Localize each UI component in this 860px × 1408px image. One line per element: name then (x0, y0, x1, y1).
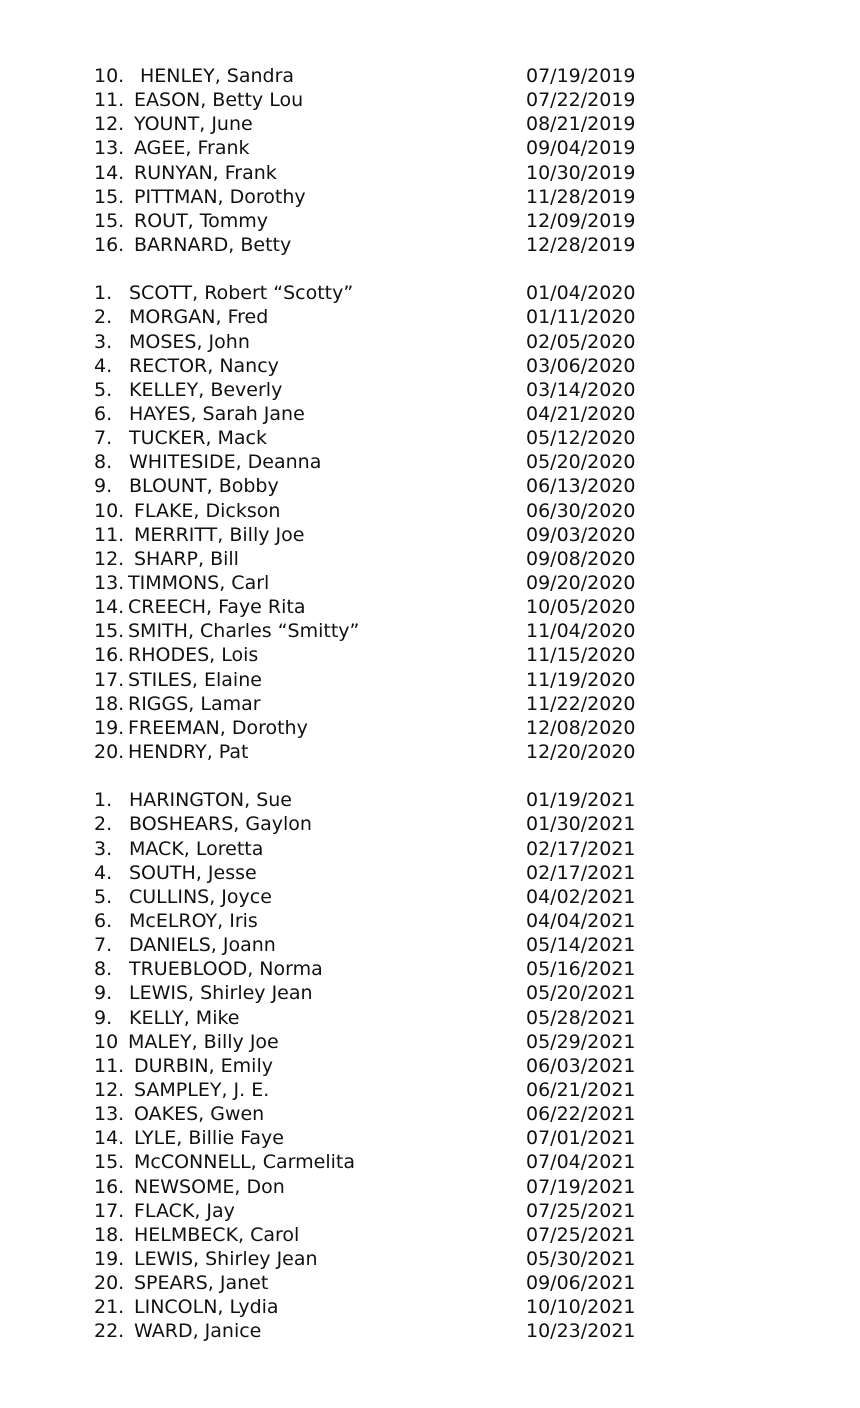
entry-number: 9. (94, 982, 113, 1005)
entry-number: 20. (94, 1272, 125, 1295)
entry-date: 04/04/2021 (526, 910, 636, 933)
entry-number: 14. (94, 1127, 125, 1150)
entry-number: 14. (94, 596, 125, 619)
entry-date: 05/16/2021 (526, 958, 636, 981)
list-item (94, 595, 694, 619)
list-item (94, 1271, 694, 1295)
list-item (94, 185, 694, 209)
entry-date: 07/04/2021 (526, 1151, 636, 1174)
list-item (94, 450, 694, 474)
list-item (94, 378, 694, 402)
list-item (94, 1247, 694, 1271)
entry-group (94, 788, 694, 1343)
entry-date: 01/19/2021 (526, 789, 636, 812)
entry-date: 06/22/2021 (526, 1103, 636, 1126)
entry-name: SHARP, Bill (134, 547, 239, 570)
list-item (94, 933, 694, 957)
entry-name: HENDRY, Pat (128, 740, 249, 763)
list-item (94, 861, 694, 885)
list-item (94, 837, 694, 861)
entry-name: KELLEY, Beverly (129, 378, 283, 401)
entry-name: LINCOLN, Lydia (134, 1296, 279, 1319)
entry-name: KELLY, Mike (129, 1006, 240, 1029)
entry-date: 05/29/2021 (526, 1030, 636, 1053)
entry-number: 1. (94, 789, 113, 812)
entry-date: 01/11/2020 (526, 306, 636, 329)
list-item (94, 547, 694, 571)
entry-date: 06/13/2020 (526, 475, 636, 498)
entry-date: 06/21/2021 (526, 1079, 636, 1101)
entry-number: 2. (94, 306, 113, 329)
entry-name: TUCKER, Mack (129, 427, 268, 450)
entry-date: 06/30/2020 (526, 499, 636, 522)
entry-date: 07/19/2019 (526, 65, 636, 87)
entry-number: 3. (94, 330, 113, 353)
entry-name: CULLINS, Joyce (129, 885, 272, 908)
entry-name: SMITH, Charles “Smitty” (128, 620, 360, 643)
list-item (94, 643, 694, 667)
entry-number: 11. (94, 523, 125, 546)
entry-number: 6. (94, 403, 113, 426)
list-item (94, 1150, 694, 1174)
entry-date: 01/04/2020 (526, 282, 636, 305)
entry-number: 10. (94, 499, 125, 522)
list-item (94, 788, 694, 812)
entry-date: 05/28/2021 (526, 1006, 636, 1029)
entry-number: 11. (94, 89, 125, 112)
entry-name: OAKES, Gwen (134, 1103, 265, 1126)
entry-date: 05/30/2021 (526, 1247, 636, 1270)
entry-date: 04/02/2021 (526, 885, 636, 908)
list-item (94, 233, 694, 257)
entry-number: 10 (94, 1030, 119, 1053)
entry-date: 11/19/2020 (526, 668, 636, 691)
list-item (94, 499, 694, 523)
entry-name: RUNYAN, Frank (134, 161, 277, 184)
entry-date: 11/04/2020 (526, 620, 636, 643)
entry-name: EASON, Betty Lou (134, 89, 304, 112)
entry-name: WHITESIDE, Deanna (129, 451, 322, 474)
list-item (94, 571, 694, 595)
entry-number: 14. (94, 161, 125, 184)
entry-name: RECTOR, Nancy (129, 354, 279, 377)
list-item (94, 1175, 694, 1199)
entry-name: STILES, Elaine (128, 668, 262, 691)
entry-number: 9. (94, 1006, 113, 1029)
entry-name: MERRITT, Billy Joe (134, 523, 305, 546)
entry-number: 18. (94, 1223, 125, 1246)
entry-date: 05/12/2020 (526, 427, 636, 450)
entry-date: 11/28/2019 (526, 185, 636, 208)
list-item (94, 112, 694, 136)
entry-date: 07/19/2021 (526, 1175, 636, 1198)
entry-date: 12/20/2020 (526, 740, 636, 763)
entry-number: 20. (94, 740, 125, 763)
list-item (94, 619, 694, 643)
entry-name: HELMBECK, Carol (134, 1223, 300, 1246)
entry-number: 3. (94, 837, 113, 860)
list-item (94, 1030, 694, 1054)
list-item (94, 716, 694, 740)
entry-number: 4. (94, 354, 113, 377)
entry-number: 11. (94, 1054, 125, 1077)
entry-name: HAYES, Sarah Jane (129, 403, 305, 426)
entry-number: 17. (94, 668, 125, 691)
entry-name: LEWIS, Shirley Jean (134, 1247, 318, 1270)
list-item (94, 740, 694, 764)
entry-date: 11/22/2020 (526, 692, 636, 715)
entry-number: 12. (94, 113, 125, 136)
entry-name: WARD, Janice (134, 1320, 262, 1343)
list-item (94, 909, 694, 933)
entry-name: BOSHEARS, Gaylon (129, 813, 312, 836)
entry-name: SAMPLEY, J. E. (134, 1079, 270, 1101)
entry-date: 02/17/2021 (526, 837, 636, 860)
name-date-list (94, 64, 694, 1344)
entry-number: 12. (94, 547, 125, 570)
entry-date: 05/20/2021 (526, 982, 636, 1005)
entry-name: FLAKE, Dickson (134, 499, 281, 522)
list-item (94, 354, 694, 378)
list-item (94, 523, 694, 547)
list-item (94, 426, 694, 450)
entry-number: 13. (94, 572, 125, 594)
entry-date: 10/23/2021 (526, 1320, 636, 1343)
entry-group (94, 64, 694, 257)
entry-date: 09/06/2021 (526, 1272, 636, 1295)
entry-number: 16. (94, 1175, 125, 1198)
list-item (94, 402, 694, 426)
entry-number: 9. (94, 475, 113, 498)
entry-name: TRUEBLOOD, Norma (129, 958, 323, 981)
entry-date: 05/14/2021 (526, 934, 636, 957)
entry-number: 7. (94, 934, 113, 957)
entry-name: FLACK, Jay (134, 1199, 235, 1222)
entry-number: 19. (94, 716, 125, 739)
entry-date: 01/30/2021 (526, 813, 636, 836)
list-item (94, 136, 694, 160)
entry-name: SCOTT, Robert “Scotty” (129, 282, 354, 305)
list-item (94, 1006, 694, 1030)
entry-number: 13. (94, 137, 125, 160)
entry-date: 12/28/2019 (526, 233, 636, 256)
entry-date: 03/06/2020 (526, 354, 636, 377)
entry-date: 04/21/2020 (526, 403, 636, 426)
entry-name: TIMMONS, Carl (128, 572, 270, 594)
entry-date: 02/05/2020 (526, 330, 636, 353)
entry-name: HARINGTON, Sue (129, 789, 292, 812)
entry-number: 15. (94, 620, 125, 643)
entry-date: 10/10/2021 (526, 1296, 636, 1319)
entry-date: 10/05/2020 (526, 596, 636, 619)
entry-date: 03/14/2020 (526, 378, 636, 401)
entry-name: DANIELS, Joann (129, 934, 276, 957)
entry-number: 15. (94, 185, 125, 208)
entry-name: LEWIS, Shirley Jean (129, 982, 313, 1005)
list-item (94, 305, 694, 329)
list-item (94, 1102, 694, 1126)
list-item (94, 474, 694, 498)
entry-number: 16. (94, 644, 125, 667)
entry-name: McELROY, Iris (129, 910, 258, 933)
entry-number: 10. (94, 65, 125, 87)
entry-name: SPEARS, Janet (134, 1272, 269, 1295)
entry-date: 02/17/2021 (526, 861, 636, 884)
list-item (94, 668, 694, 692)
entry-date: 11/15/2020 (526, 644, 636, 667)
entry-date: 05/20/2020 (526, 451, 636, 474)
entry-number: 18. (94, 692, 125, 715)
entry-name: RIGGS, Lamar (128, 692, 261, 715)
entry-number: 19. (94, 1247, 125, 1270)
entry-name: BLOUNT, Bobby (129, 475, 279, 498)
entry-date: 09/20/2020 (526, 572, 636, 594)
entry-date: 10/30/2019 (526, 161, 636, 184)
entry-date: 07/22/2019 (526, 89, 636, 112)
entry-number: 8. (94, 451, 113, 474)
entry-date: 08/21/2019 (526, 113, 636, 136)
list-item (94, 1199, 694, 1223)
entry-name: MORGAN, Fred (129, 306, 269, 329)
entry-number: 15. (94, 209, 125, 232)
list-item (94, 281, 694, 305)
entry-name: NEWSOME, Don (134, 1175, 285, 1198)
entry-name: DURBIN, Emily (134, 1054, 273, 1077)
entry-number: 5. (94, 885, 113, 908)
entry-date: 07/25/2021 (526, 1223, 636, 1246)
entry-name: YOUNT, June (134, 113, 253, 136)
entry-date: 09/04/2019 (526, 137, 636, 160)
entry-name: MACK, Loretta (129, 837, 264, 860)
entry-name: HENLEY, Sandra (140, 65, 295, 87)
entry-date: 12/09/2019 (526, 209, 636, 232)
entry-number: 13. (94, 1103, 125, 1126)
list-item (94, 981, 694, 1005)
entry-number: 8. (94, 958, 113, 981)
entry-number: 22. (94, 1320, 125, 1343)
list-item (94, 64, 694, 88)
entry-date: 07/25/2021 (526, 1199, 636, 1222)
list-item (94, 1295, 694, 1319)
list-item (94, 161, 694, 185)
entry-number: 16. (94, 233, 125, 256)
entry-name: ROUT, Tommy (134, 209, 269, 232)
entry-number: 5. (94, 378, 113, 401)
entry-name: MOSES, John (129, 330, 250, 353)
entry-date: 06/03/2021 (526, 1054, 636, 1077)
list-item (94, 330, 694, 354)
list-item (94, 1078, 694, 1102)
entry-group (94, 281, 694, 764)
list-item (94, 812, 694, 836)
entry-date: 09/03/2020 (526, 523, 636, 546)
entry-date: 12/08/2020 (526, 716, 636, 739)
list-item (94, 1319, 694, 1343)
entry-date: 09/08/2020 (526, 547, 636, 570)
list-item (94, 692, 694, 716)
list-item (94, 957, 694, 981)
entry-name: CREECH, Faye Rita (128, 596, 306, 619)
entry-number: 7. (94, 427, 113, 450)
list-item (94, 1054, 694, 1078)
entry-number: 12. (94, 1079, 125, 1101)
entry-name: FREEMAN, Dorothy (128, 716, 308, 739)
entry-date: 07/01/2021 (526, 1127, 636, 1150)
entry-name: LYLE, Billie Faye (134, 1127, 284, 1150)
entry-number: 6. (94, 910, 113, 933)
entry-name: BARNARD, Betty (134, 233, 292, 256)
entry-number: 17. (94, 1199, 125, 1222)
entry-number: 1. (94, 282, 113, 305)
entry-name: SOUTH, Jesse (129, 861, 257, 884)
entry-name: AGEE, Frank (134, 137, 250, 160)
entry-name: RHODES, Lois (128, 644, 259, 667)
list-item (94, 209, 694, 233)
entry-number: 2. (94, 813, 113, 836)
entry-number: 15. (94, 1151, 125, 1174)
list-item (94, 1126, 694, 1150)
list-item (94, 1223, 694, 1247)
entry-name: PITTMAN, Dorothy (134, 185, 306, 208)
entry-number: 4. (94, 861, 113, 884)
entry-name: McCONNELL, Carmelita (134, 1151, 355, 1174)
list-item (94, 885, 694, 909)
entry-number: 21. (94, 1296, 125, 1319)
entry-name: MALEY, Billy Joe (128, 1030, 279, 1053)
list-item (94, 88, 694, 112)
